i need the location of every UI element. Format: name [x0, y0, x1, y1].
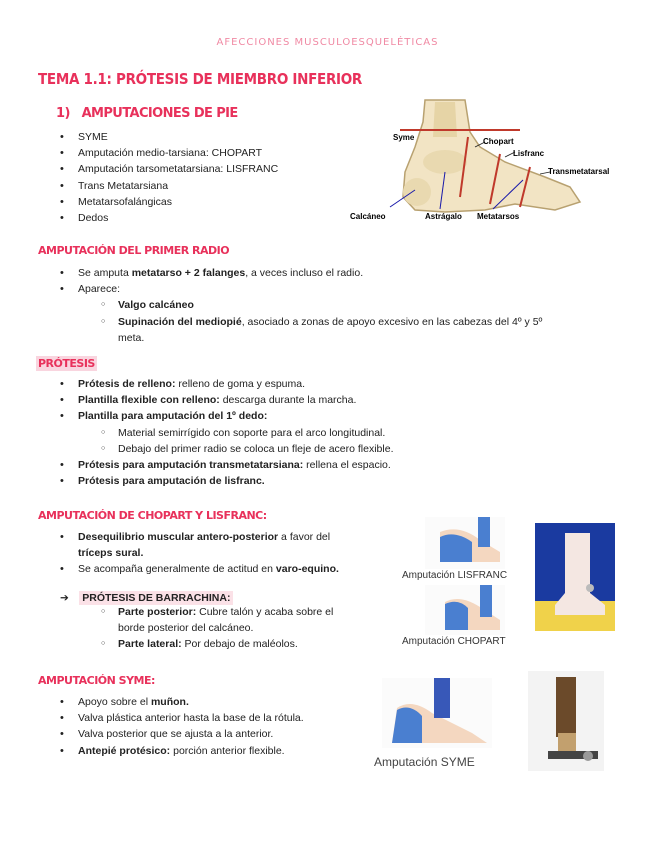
prosthesis-ankle — [558, 733, 576, 751]
sub-list-item — [40, 314, 620, 346]
text-bold: tríceps sural. — [78, 547, 144, 560]
tibia-shape — [433, 102, 457, 137]
prosthesis-part — [583, 751, 593, 761]
label-calcaneo: Calcáneo — [350, 212, 386, 221]
text: borde posterior del calcáneo. — [118, 622, 254, 635]
text: a favor del — [278, 531, 331, 543]
lisfranc-chopart-figure — [400, 512, 525, 647]
section-number: 1) — [56, 106, 70, 121]
text-bold: Valgo calcáneo — [118, 299, 194, 312]
document-header: AFECCIONES MUSCULOESQUELÉTICAS — [216, 37, 439, 48]
chopart-caption: Amputación CHOPART — [402, 636, 506, 647]
text: descarga durante la marcha. — [219, 394, 357, 407]
label-astragalo: Astrágalo — [425, 212, 462, 221]
label-syme: Syme — [393, 133, 415, 142]
text-bold: muñon. — [150, 696, 189, 708]
label-metatarsos: Metatarsos — [477, 212, 520, 221]
calcaneus-shape — [403, 178, 431, 206]
text: Se amputa — [78, 267, 132, 279]
text: relleno de goma y espuma. — [175, 378, 306, 390]
lisfranc-caption: Amputación LISFRANC — [402, 570, 508, 581]
list-item: • Valva plástica anterior hasta la base de la rótula. — [40, 710, 370, 726]
text-bold: Prótesis para amputación de lisfranc. — [78, 475, 265, 488]
chopart-lisfranc-heading: AMPUTACIÓN DE CHOPART Y LISFRANC: — [38, 509, 267, 522]
sub-list-item — [40, 636, 385, 652]
section-title: AMPUTACIONES DE PIE — [81, 106, 238, 121]
sub-list-item — [40, 297, 620, 313]
text-bold: Parte posterior: — [118, 606, 197, 618]
chopart-tibia-shape — [480, 585, 492, 617]
text-bold: Parte lateral: — [118, 638, 182, 651]
text: , asociado a zonas de apoyo excesivo en las cabezas del 4º y 5º — [241, 315, 543, 328]
barrachina-list — [40, 604, 385, 653]
label-chopart: Chopart — [483, 137, 514, 146]
list-item: • Dedos — [40, 210, 278, 226]
section-amputaciones-pie-heading — [56, 106, 238, 121]
list-item: • Valva posterior que se ajusta a la anterior. — [40, 726, 370, 742]
text: meta. — [118, 331, 145, 344]
text: rellena el espacio. — [303, 459, 391, 472]
prosthesis-joint — [586, 584, 594, 592]
list-item — [40, 457, 620, 473]
text: Por debajo de maléolos. — [181, 638, 298, 651]
amputaciones-list — [40, 129, 278, 226]
list-item: • Trans Metatarsiana — [40, 178, 278, 194]
lisfranc-tibia-shape — [478, 517, 490, 547]
foot-amputation-diagram — [345, 92, 620, 227]
text: Cubre talón y acaba sobre el — [196, 606, 334, 618]
text-bold: Plantilla para amputación del 1º dedo: — [78, 410, 268, 423]
list-item — [40, 473, 620, 489]
syme-caption: Amputación SYME — [374, 755, 475, 769]
text-bold: Desequilibrio muscular antero-posterior — [78, 531, 279, 543]
list-item — [40, 392, 620, 408]
label-transmetatarsal: Transmetatarsal — [548, 167, 610, 176]
sub-list-item — [40, 604, 385, 636]
list-item — [40, 408, 620, 424]
text: Se acompaña generalmente de actitud en — [78, 563, 276, 576]
chopart-bones-shape — [445, 602, 468, 630]
syme-heading: AMPUTACIÓN SYME: — [38, 674, 155, 687]
text-bold: Prótesis de relleno: — [78, 378, 176, 390]
astragalus-shape — [423, 150, 467, 174]
barrachina-prosthesis-photo — [535, 523, 615, 631]
chopart-list — [40, 529, 385, 578]
arrow-icon: ➔ — [60, 592, 69, 604]
barrachina-label: PRÓTESIS DE BARRACHINA: — [79, 591, 233, 605]
prosthesis-socket — [556, 677, 576, 737]
text: Apoyo sobre el — [78, 696, 151, 708]
primer-radio-heading: AMPUTACIÓN DEL PRIMER RADIO — [38, 244, 230, 257]
page-title: TEMA 1.1: PRÓTESIS DE MIEMBRO INFERIOR — [38, 70, 363, 88]
sub-list-item: ○ Material semirrígido con soporte para el arco longitudinal. — [40, 425, 620, 441]
text-bold: varo-equino. — [275, 563, 339, 576]
list-item: • Aparece: — [40, 281, 620, 297]
text-bold: Prótesis para amputación transmetatarsiana: — [78, 459, 304, 472]
list-item — [40, 529, 385, 561]
sub-list-item: ○ Debajo del primer radio se coloca un fleje de acero flexible. — [40, 441, 620, 457]
text-bold: Plantilla flexible con relleno: — [78, 394, 220, 407]
list-item: • Metatarsofalángicas — [40, 194, 278, 210]
syme-tibia-shape — [434, 678, 450, 718]
text-bold: Antepié protésico: — [78, 744, 171, 757]
list-item — [40, 265, 620, 281]
protesis-list — [40, 376, 620, 489]
list-item — [40, 561, 385, 577]
label-lisfranc: Lisfranc — [513, 149, 545, 158]
list-item — [40, 743, 370, 759]
protesis-heading: PRÓTESIS — [38, 357, 95, 370]
text: porción anterior flexible. — [170, 744, 285, 757]
syme-figure — [372, 678, 512, 773]
list-item — [40, 376, 620, 392]
syme-list — [40, 694, 370, 759]
primer-radio-list — [40, 265, 620, 346]
list-item — [40, 694, 370, 710]
text-bold: Supinación del mediopié — [118, 315, 242, 328]
text: , a veces incluso el radio. — [245, 267, 364, 279]
text-bold: metatarso + 2 falanges — [131, 267, 246, 279]
list-item: • SYME — [40, 129, 278, 145]
list-item: • Amputación medio-tarsiana: CHOPART — [40, 145, 278, 161]
syme-prosthesis-photo — [528, 671, 604, 771]
list-item: • Amputación tarsometatarsiana: LISFRANC — [40, 161, 278, 177]
